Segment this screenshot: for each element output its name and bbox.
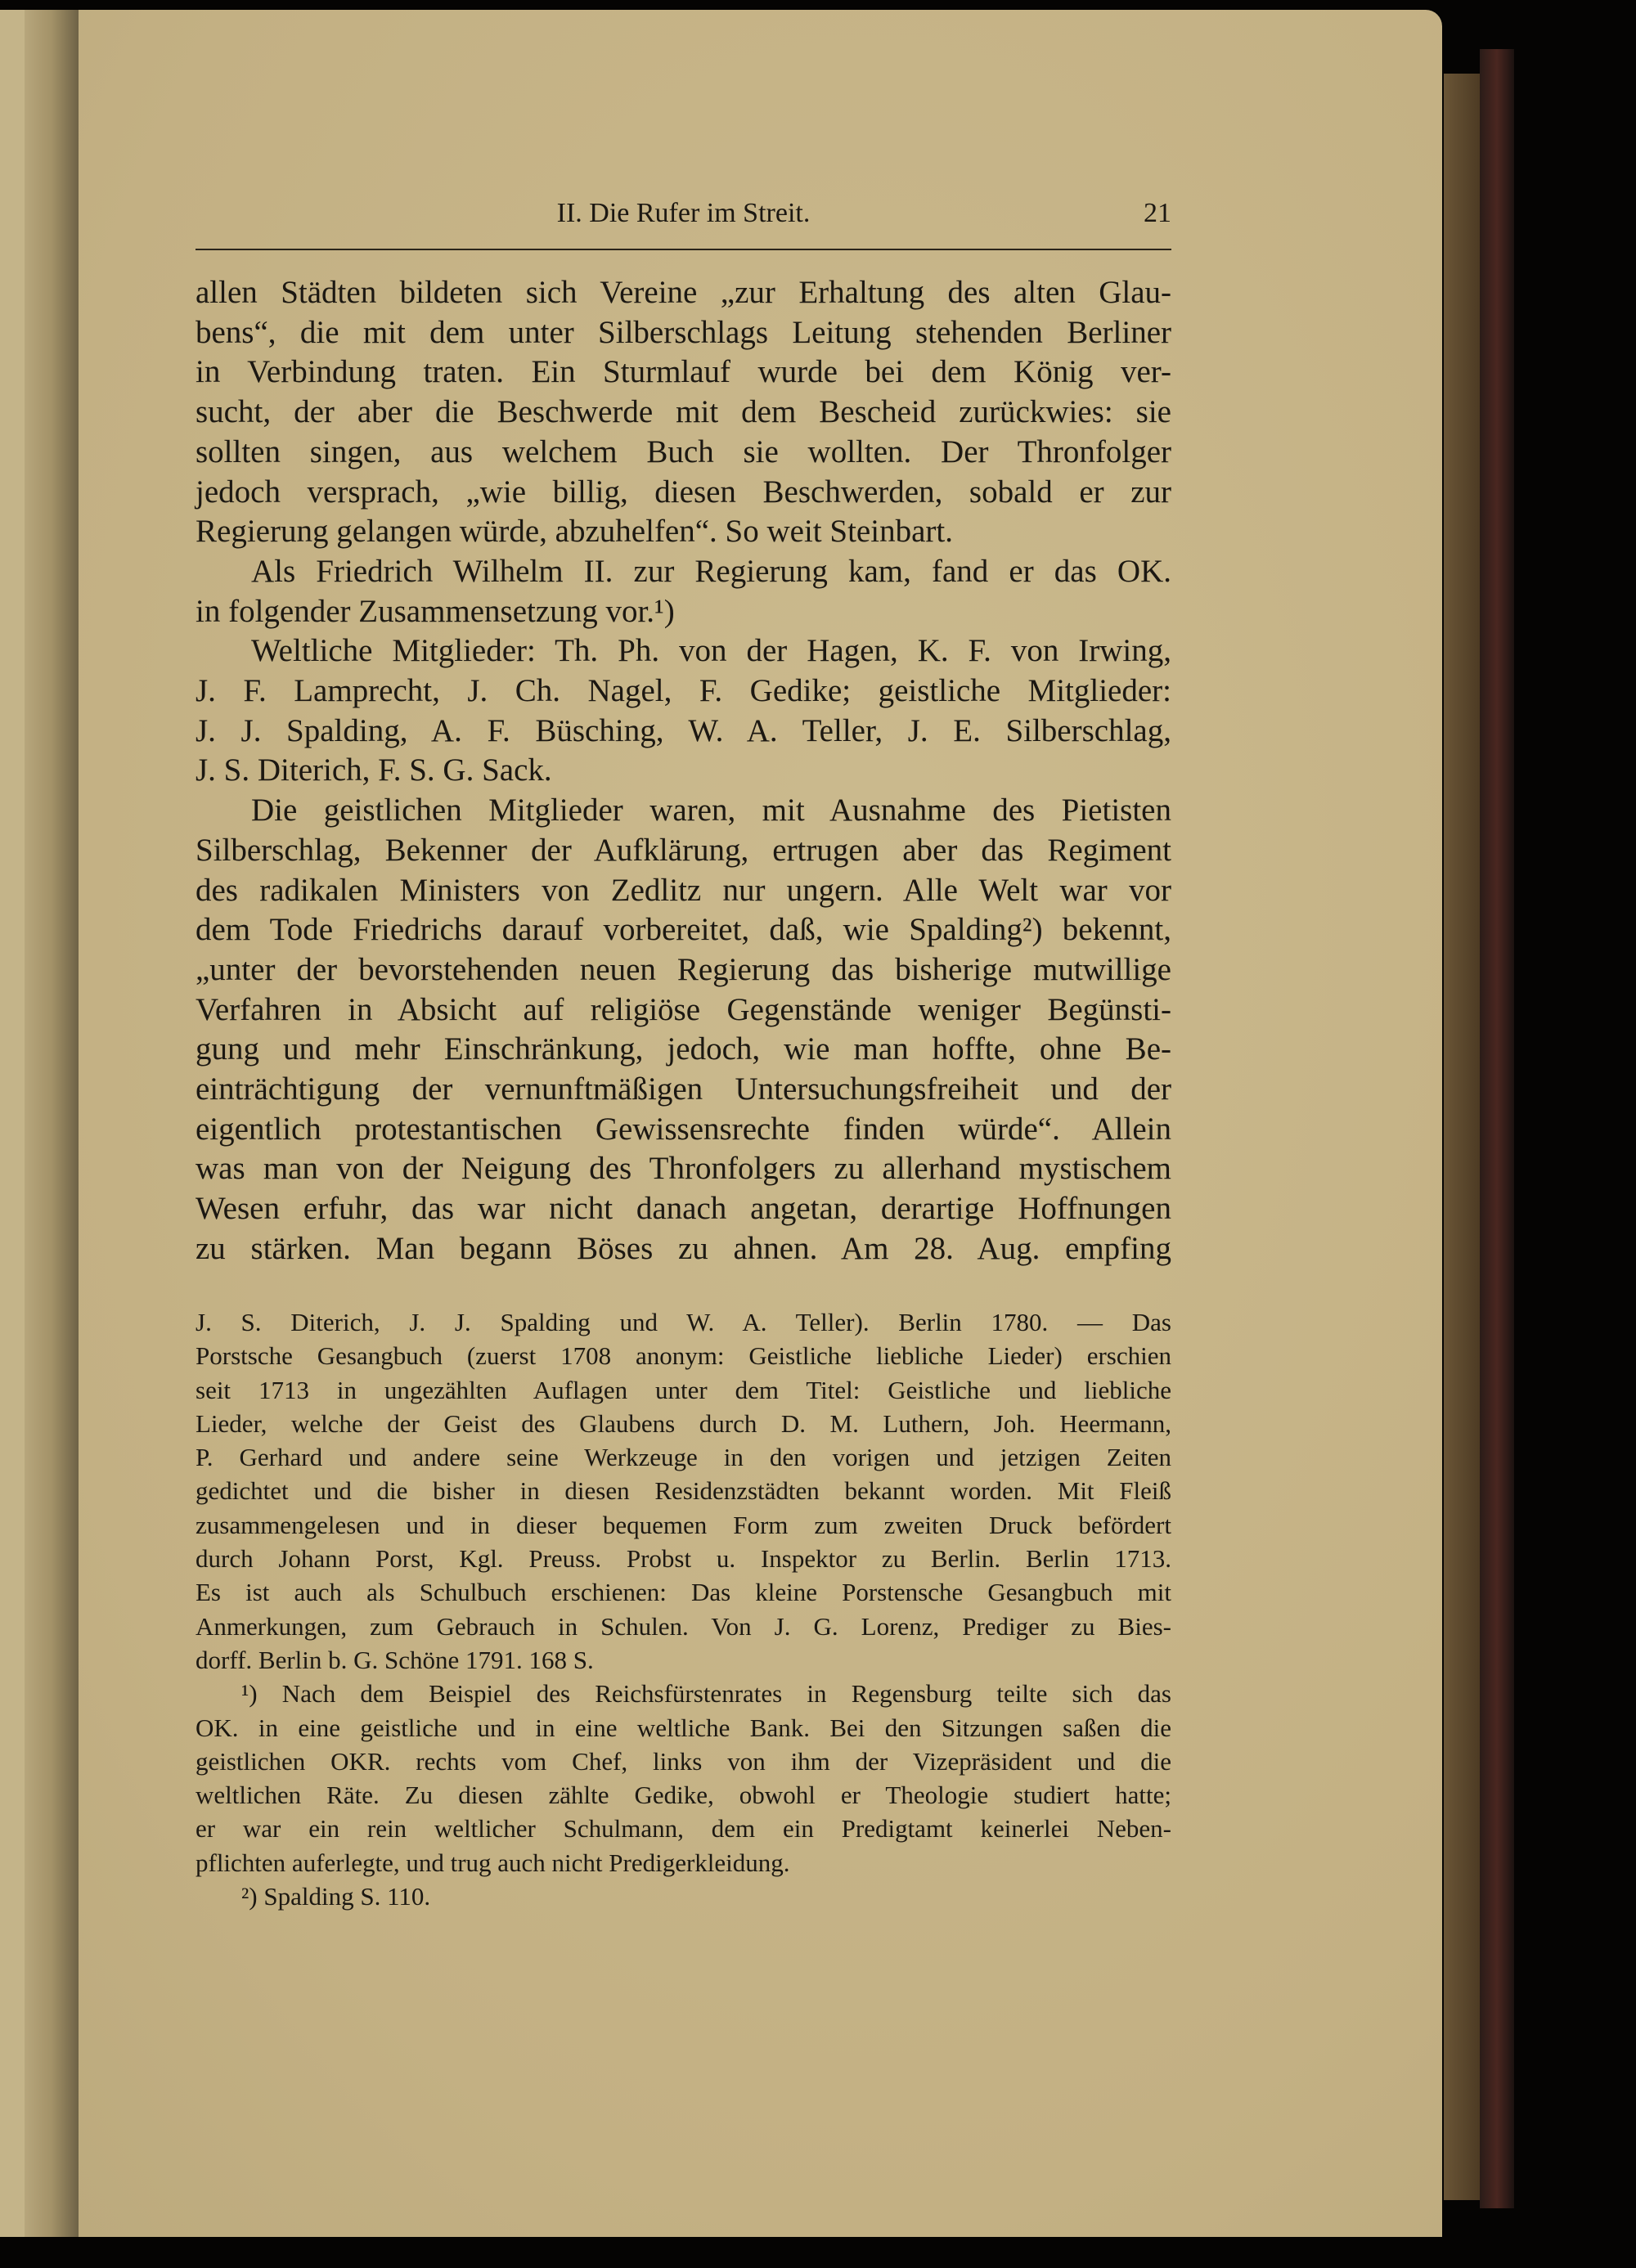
body-text-line: was man von der Neigung des Thronfolgers zu allerhand mystischem — [196, 1151, 1171, 1187]
body-text-line: allen Städten bildeten sich Vereine „zur Erhaltung des alten Glau- — [196, 275, 1171, 310]
footnote-line: er war ein rein weltlicher Schulmann, dem ein Predigtamt keinerlei Neben- — [196, 1814, 1171, 1844]
body-text-line: jedoch versprach, „wie billig, diesen Beschwerden, sobald er zur — [196, 474, 1171, 510]
footnote-line: OK. in eine geistliche und in eine weltliche Bank. Bei den Sitzungen saßen die — [196, 1713, 1171, 1742]
body-text-line: bens“, die mit dem unter Silberschlags Leitung stehenden Berliner — [196, 314, 1171, 350]
footnote-line: seit 1713 in ungezählten Auflagen unter dem Titel: Geistliche und liebliche — [196, 1375, 1171, 1404]
body-text-line: sollten singen, aus welchem Buch sie wollten. Der Thronfolger — [196, 433, 1171, 469]
body-text-line: Weltliche Mitglieder: Th. Ph. von der Hagen, K. F. von Irwing, — [251, 633, 1171, 669]
page-block-edge — [1444, 74, 1480, 2200]
body-text-line: dem Tode Friedrichs darauf vorbereitet, daß, wie Spalding²) bekennt, — [196, 912, 1171, 948]
footnote-line: Porstsche Gesangbuch (zuerst 1708 anonym: Geistliche liebliche Lieder) erschien — [196, 1341, 1171, 1371]
footnote-line: ¹) Nach dem Beispiel des Reichsfürstenrates in Regensburg teilte sich das — [241, 1679, 1171, 1709]
book-page — [0, 10, 1442, 2237]
footnote-line: zusammengelesen und in dieser bequemen Form zum zweiten Druck befördert — [196, 1510, 1171, 1539]
body-text-line: Silberschlag, Bekenner der Aufklärung, ertrugen aber das Regiment — [196, 832, 1171, 868]
body-text-line: „unter der bevorstehenden neuen Regierung das bisherige mutwillige — [196, 951, 1171, 987]
body-text-line: Als Friedrich Wilhelm II. zur Regierung kam, fand er das OK. — [251, 553, 1171, 589]
footnote-line: weltlichen Räte. Zu diesen zählte Gedike, obwohl er Theologie studiert hatte; — [196, 1781, 1171, 1810]
footnote-line: P. Gerhard und andere seine Werkzeuge in den vorigen und jetzigen Zeiten — [196, 1443, 1171, 1472]
body-text-line: J. J. Spalding, A. F. Büsching, W. A. Teller, J. E. Silberschlag, — [196, 712, 1171, 748]
footnote-line: J. S. Diterich, J. J. Spalding und W. A. Teller). Berlin 1780. — Das — [196, 1308, 1171, 1336]
footnote-line: Es ist auch als Schulbuch erschienen: Das kleine Porstensche Gesangbuch mit — [196, 1578, 1171, 1607]
running-header — [196, 198, 1171, 234]
footnote-line: gedichtet und die bisher in diesen Residenzstädten bekannt worden. Mit Fleiß — [196, 1476, 1171, 1506]
footnotes — [196, 1305, 1171, 1913]
body-text-line: einträchtigung der vernunftmäßigen Untersuchungsfreiheit und der — [196, 1071, 1171, 1107]
footnote-line: geistlichen OKR. rechts vom Chef, links von ihm der Vizepräsident und die — [196, 1746, 1171, 1776]
body-text-line: Verfahren in Absicht auf religiöse Gegenstände weniger Begünsti- — [196, 991, 1171, 1027]
page-number: 21 — [1144, 198, 1171, 228]
body-text-line: zu stärken. Man begann Böses zu ahnen. Am 28. Aug. empfing — [196, 1230, 1171, 1266]
body-text-line: in Verbindung traten. Ein Sturmlauf wurde bei dem König ver- — [196, 354, 1171, 390]
body-text-line: J. F. Lamprecht, J. Ch. Nagel, F. Gedike; geistliche Mitglieder: — [196, 673, 1171, 709]
body-text-line: des radikalen Ministers von Zedlitz nur ungern. Alle Welt war vor — [196, 872, 1171, 908]
running-title: II. Die Rufer im Streit. — [556, 198, 811, 228]
body-text-line: Regierung gelangen würde, abzuhelfen“. So weit Steinbart. — [196, 514, 953, 550]
footnote-line: Lieder, welche der Geist des Glaubens durch D. M. Luthern, Joh. Heermann, — [196, 1408, 1171, 1438]
facing-page-edge — [0, 10, 25, 2237]
body-text-line: in folgender Zusammensetzung vor.¹) — [196, 593, 675, 629]
book-cover-edge — [1480, 49, 1514, 2208]
footnote-line: Anmerkungen, zum Gebrauch in Schulen. Von J. G. Lorenz, Prediger zu Bies- — [196, 1611, 1171, 1641]
footnote-line: ²) Spalding S. 110. — [241, 1882, 431, 1911]
body-text-line: Wesen erfuhr, das war nicht danach angetan, derartige Hoffnungen — [196, 1191, 1171, 1227]
body-text-line: gung und mehr Einschränkung, jedoch, wie man hoffte, ohne Be- — [196, 1031, 1171, 1067]
body-text-line: sucht, der aber die Beschwerde mit dem Bescheid zurückwies: sie — [196, 394, 1171, 430]
footnote-line: durch Johann Porst, Kgl. Preuss. Probst u. Inspektor zu Berlin. Berlin 1713. — [196, 1544, 1171, 1574]
main-text — [196, 273, 1171, 1269]
body-text-line: eigentlich protestantischen Gewissensrechte finden würde“. Allein — [196, 1111, 1171, 1147]
binding-gutter-shadow — [25, 10, 79, 2237]
footnote-line: dorff. Berlin b. G. Schöne 1791. 168 S. — [196, 1645, 594, 1674]
body-text-line: J. S. Diterich, F. S. G. Sack. — [196, 752, 552, 788]
body-text-line: Die geistlichen Mitglieder waren, mit Ausnahme des Pietisten — [251, 793, 1171, 829]
header-rule — [196, 249, 1171, 250]
footnote-line: pflichten auferlegte, und trug auch nicht Predigerkleidung. — [196, 1848, 790, 1877]
